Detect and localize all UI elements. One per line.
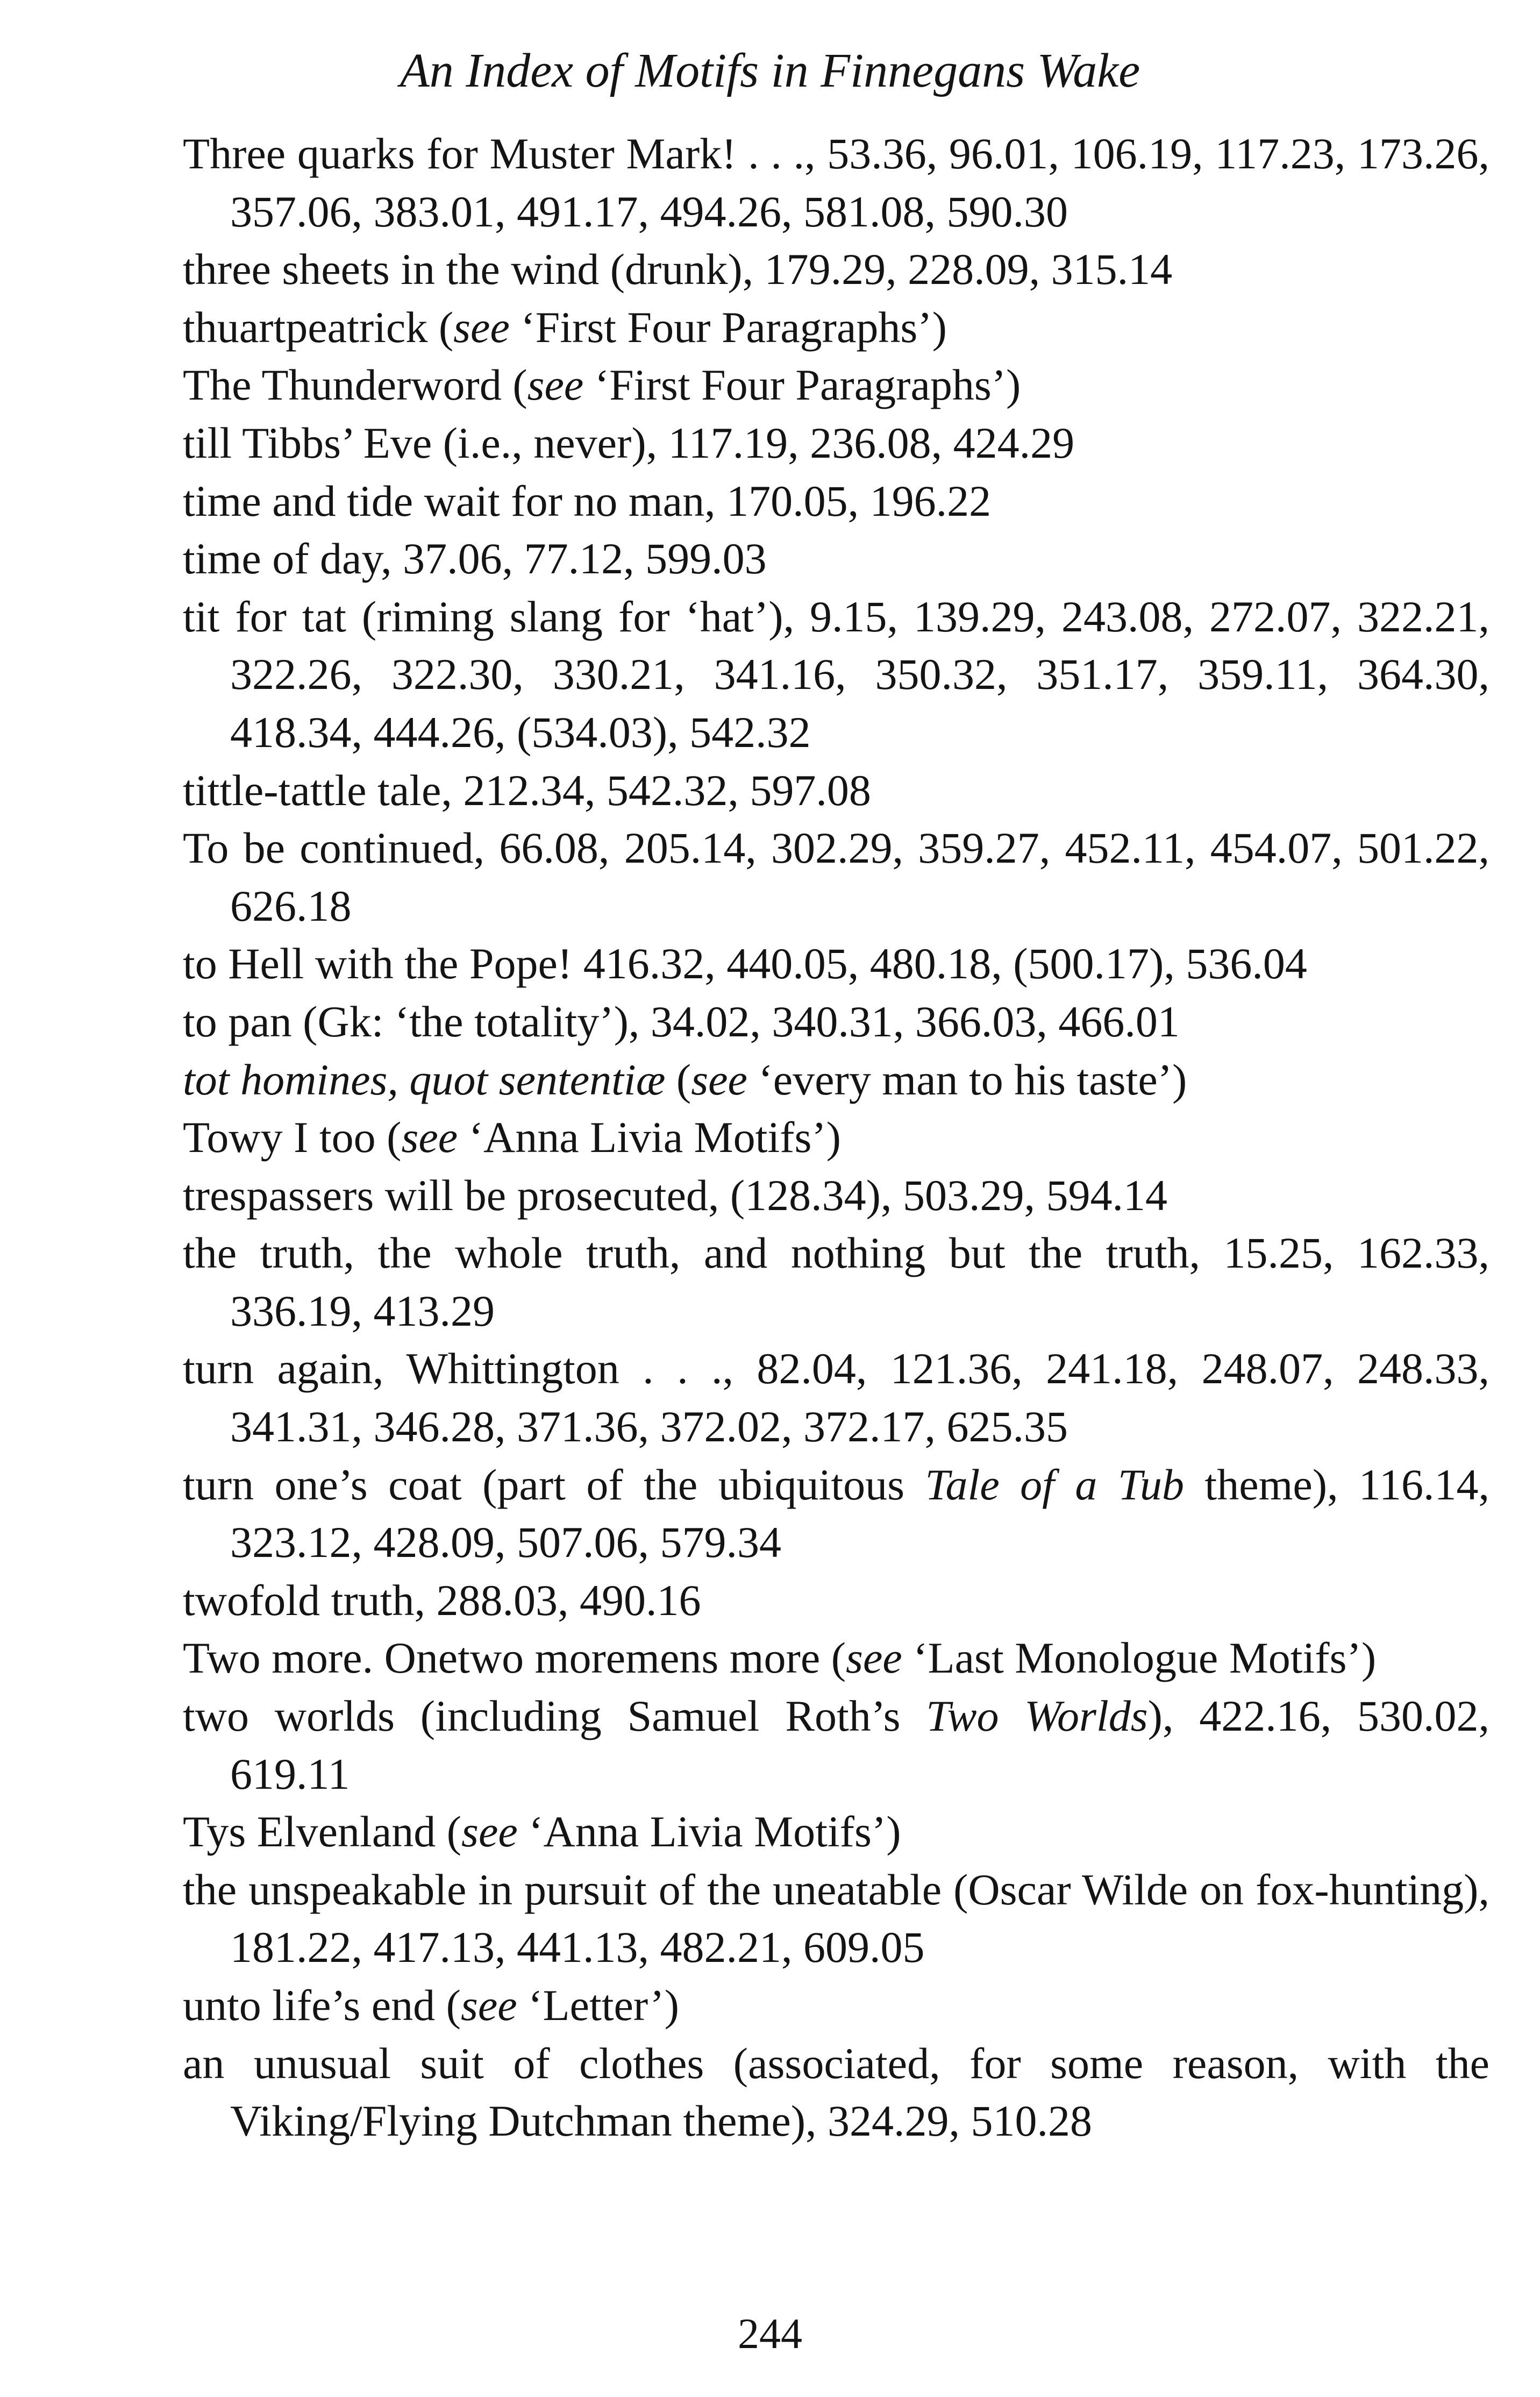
entry-text: ‘every man to his taste’) [747, 1055, 1187, 1104]
index-entry [183, 1687, 1489, 1803]
entry-see-reference: see [401, 1113, 458, 1162]
entry-see-reference: see [453, 302, 510, 352]
index-entry [183, 1224, 1489, 1340]
index-entry [183, 298, 1489, 357]
index-entry [183, 993, 1489, 1051]
entry-see-reference: see [691, 1055, 747, 1104]
entry-text: ‘First Four Paragraphs’) [509, 302, 947, 352]
entry-text: theme), 116.14, 323.12, 428.09, 507.06, 579.34 [230, 1460, 1489, 1567]
entry-text: unto life’s end ( [183, 1981, 461, 2030]
entry-text: To be continued, 66.08, 205.14, 302.29, 359.27, 452.11, 454.07, 501.22, 626.18 [183, 823, 1489, 930]
index-entry [183, 1108, 1489, 1167]
index-entry [183, 530, 1489, 588]
entry-text: turn again, Whittington . . ., 82.04, 121.36, 241.18, 248.07, 248.33, 341.31, 346.28, 371.36, 372.02, 372.17, 625.35 [183, 1344, 1489, 1452]
entry-text: Three quarks for Muster Mark! . . ., 53.36, 96.01, 106.19, 117.23, 173.26, 357.06, 383.01, 491.17, 494.26, 581.08, 590.30 [183, 129, 1489, 236]
index-entry [183, 1051, 1489, 1109]
entry-text: Two more. Onetwo moremens more ( [183, 1633, 846, 1683]
entry-text: Tys Elvenland ( [183, 1807, 462, 1857]
entry-text: trespassers will be prosecuted, (128.34), 503.29, 594.14 [183, 1170, 1167, 1220]
index-entry [183, 1571, 1489, 1630]
index-entry [183, 1861, 1489, 1976]
index-entry [183, 356, 1489, 414]
entry-text: Towy I too ( [183, 1113, 402, 1162]
entry-text: to Hell with the Pope! 416.32, 440.05, 480.18, (500.17), 536.04 [183, 939, 1307, 988]
entry-latin-phrase: tot homines, quot sententiæ [183, 1055, 666, 1104]
entry-text: ), 422.16, 530.02, 619.11 [230, 1691, 1489, 1798]
entry-see-reference: see [527, 360, 584, 410]
entry-text: ‘Last Monologue Motifs’) [902, 1633, 1377, 1683]
entry-text: time and tide wait for no man, 170.05, 196.22 [183, 476, 992, 525]
entry-text: time of day, 37.06, 77.12, 599.03 [183, 534, 767, 584]
index-entry [183, 472, 1489, 530]
entry-text: to pan (Gk: ‘the totality’), 34.02, 340.31, 366.03, 466.01 [183, 997, 1180, 1046]
entry-see-reference: see [461, 1807, 518, 1857]
entry-text: till Tibbs’ Eve (i.e., never), 117.19, 236.08, 424.29 [183, 418, 1075, 467]
entry-text: thuartpeatrick ( [183, 302, 454, 352]
index-entries [183, 125, 1489, 2150]
entry-text: the truth, the whole truth, and nothing but the truth, 15.25, 162.33, 336.19, 413.29 [183, 1228, 1489, 1335]
index-entry [183, 414, 1489, 472]
entry-text: ‘Letter’) [517, 1981, 679, 2030]
index-entry [183, 1976, 1489, 2035]
entry-text: the unspeakable in pursuit of the uneatable (Oscar Wilde on fox-hunting), 181.22, 417.13, 441.13, 482.21, 609.05 [183, 1865, 1489, 1972]
index-entry [183, 2035, 1489, 2150]
entry-text: two worlds (including Samuel Roth’s [183, 1691, 926, 1741]
entry-see-reference: see [460, 1981, 517, 2030]
entry-text: twofold truth, 288.03, 490.16 [183, 1575, 701, 1625]
entry-text: The Thunderword ( [183, 360, 527, 410]
entry-text: ( [665, 1055, 691, 1104]
index-entry [183, 762, 1489, 820]
index-entry [183, 1629, 1489, 1687]
entry-text: ‘Anna Livia Motifs’) [517, 1807, 901, 1857]
entry-text: an unusual suit of clothes (associated, for some reason, with the Viking/Flying Dutchman theme), 324.29, 510.28 [183, 2038, 1489, 2146]
index-entry [183, 1340, 1489, 1455]
entry-title-italic: Tale of a Tub [925, 1460, 1184, 1509]
index-entry [183, 1167, 1489, 1225]
entry-text: tit for tat (riming slang for ‘hat’), 9.15, 139.29, 243.08, 272.07, 322.21, 322.26, 322.30, 330.21, 341.16, 350.32, 351.17, 359.11, 364.30, 418.34, 444.26, (534.03), 542.32 [183, 592, 1489, 757]
index-entry [183, 1803, 1489, 1861]
entry-see-reference: see [846, 1633, 902, 1683]
entry-text: tittle-tattle tale, 212.34, 542.32, 597.08 [183, 765, 871, 815]
entry-title-italic: Two Worlds [926, 1691, 1148, 1741]
index-entry [183, 935, 1489, 993]
index-entry [183, 125, 1489, 240]
page-number: 244 [738, 2310, 802, 2358]
index-entry [183, 819, 1489, 935]
index-entry [183, 588, 1489, 762]
entry-text: ‘First Four Paragraphs’) [583, 360, 1021, 410]
entry-text: turn one’s coat (part of the ubiquitous [183, 1460, 925, 1509]
index-entry [183, 1456, 1489, 1571]
entry-text: three sheets in the wind (drunk), 179.29, 228.09, 315.14 [183, 245, 1173, 294]
index-entry [183, 240, 1489, 298]
running-head: An Index of Motifs in Finnegans Wake [400, 44, 1140, 97]
entry-text: ‘Anna Livia Motifs’) [458, 1113, 841, 1162]
